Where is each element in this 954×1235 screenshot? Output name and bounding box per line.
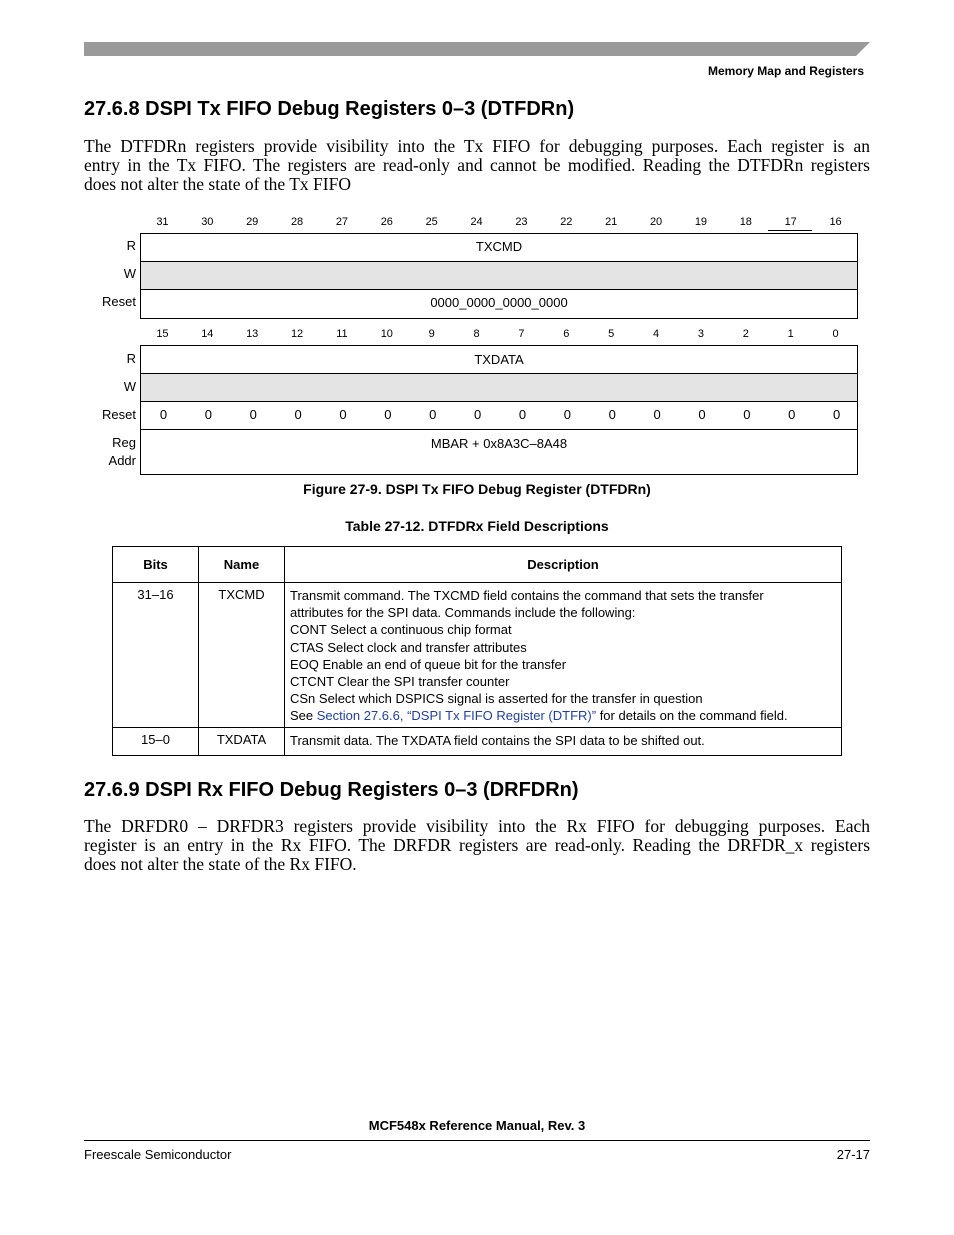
row-label-w: W [123, 266, 136, 281]
footer-rule [84, 1140, 870, 1141]
reset-bit-value: 0 [832, 407, 841, 422]
bit-number: 21 [605, 216, 618, 228]
upper-read-row [141, 234, 857, 262]
cell-bits: 31–16 [113, 583, 199, 728]
reset-bit-value: 0 [249, 407, 257, 422]
paragraph-line: The DRFDR0 – DRFDR3 registers provide visibility into the Rx FIFO for debugging purposes. Each [84, 816, 870, 836]
paragraph-line: register is an entry in the Rx FIFO. The DRFDR registers are read-only. Reading the DRFDR_x registers [84, 835, 870, 855]
description-line: CONT Select a continuous chip format [290, 622, 512, 638]
cell-name: TXCMD [199, 583, 285, 728]
bit-number: 6 [563, 328, 570, 340]
bit-marker-line [768, 230, 812, 231]
header-description: Description [285, 547, 842, 583]
lower-write-row [141, 374, 857, 402]
upper-write-row [141, 262, 857, 290]
paragraph-line: entry in the Tx FIFO. The registers are read-only and cannot be modified. Reading the DTFDRn registers [84, 155, 870, 175]
paragraph-line: does not alter the state of the Tx FIFO [84, 174, 351, 194]
bit-number: 15 [156, 328, 169, 340]
section-paragraph-dtfdr [84, 137, 870, 194]
description-line [290, 707, 836, 724]
bit-number: 26 [380, 216, 393, 228]
reset-bit-value: 0 [294, 407, 302, 422]
section-title-dtfdr: 27.6.8 DSPI Tx FIFO Debug Registers 0–3 (DTFDRn) [84, 98, 575, 120]
bit-number: 1 [787, 328, 794, 340]
cell-name: TXDATA [199, 727, 285, 755]
row-label-r: R [126, 351, 136, 366]
see-prefix: See [290, 708, 317, 724]
bit-number: 14 [201, 328, 214, 340]
bit-number: 27 [335, 216, 349, 228]
row-label-r: R [126, 238, 136, 253]
reset-bit-value: 0 [339, 407, 347, 422]
bit-number: 8 [473, 328, 480, 340]
paragraph-line: The DTFDRn registers provide visibility into the Tx FIFO for debugging purposes. Each register is an [84, 136, 870, 156]
description-line: CSn Select which DSPICS signal is asserted for the transfer in question [290, 691, 703, 707]
reset-bit-value: 0 [429, 407, 437, 422]
cell-description [285, 583, 842, 728]
running-head: Memory Map and Registers [707, 64, 864, 78]
reset-bit-value: 0 [563, 407, 571, 422]
upper-reset-value: 0000_0000_0000_0000 [430, 295, 568, 310]
bit-number: 17 [784, 216, 797, 228]
section-link-dtfr[interactable]: Section 27.6.6, “DSPI Tx FIFO Register (DTFR)” [316, 708, 597, 724]
bit-number: 4 [653, 328, 660, 340]
row-label-reset: Reset [102, 294, 136, 309]
description-line: Transmit command. The TXCMD field contains the command that sets the transfer [290, 588, 764, 603]
bit-number: 10 [380, 328, 393, 340]
header-name: Name [199, 547, 285, 583]
bit-number: 30 [201, 216, 214, 228]
reset-bit-value: 0 [518, 407, 527, 422]
description-line: CTAS Select clock and transfer attributes [290, 639, 527, 655]
cell-bits: 15–0 [113, 727, 199, 755]
field-txdata: TXDATA [474, 352, 524, 367]
table-row [113, 727, 842, 755]
address-row [141, 430, 857, 474]
bit-number: 29 [246, 216, 259, 228]
bit-number: 25 [425, 216, 438, 228]
table-row [113, 583, 842, 728]
lower-read-row [141, 346, 857, 374]
header-bar [84, 42, 870, 56]
bit-number: 3 [697, 328, 704, 340]
figure-caption: Figure 27-9. DSPI Tx FIFO Debug Register (DTFDRn) [303, 481, 651, 497]
header-bits: Bits [113, 547, 199, 583]
bit-number: 22 [560, 216, 573, 228]
see-suffix: for details on the command field. [596, 708, 788, 724]
bit-number: 19 [694, 216, 708, 228]
bit-number: 23 [515, 216, 528, 228]
bit-number: 12 [290, 328, 304, 340]
description-line: attributes for the SPI data. Commands include the following: [290, 605, 636, 621]
bit-number: 24 [470, 216, 483, 228]
register-lower-box [140, 345, 858, 475]
reset-bit-value: 0 [698, 407, 706, 422]
section-title-drfdr: 27.6.9 DSPI Rx FIFO Debug Registers 0–3 (DRFDRn) [84, 779, 579, 801]
upper-bit-numbers [140, 216, 858, 230]
register-address: MBAR + 0x8A3C–8A48 [430, 436, 568, 451]
bit-number: 31 [156, 216, 169, 228]
table-caption: Table 27-12. DTFDRx Field Descriptions [345, 518, 609, 534]
lower-reset-row [141, 402, 857, 430]
bit-number: 13 [246, 328, 259, 340]
reset-bit-value: 0 [204, 407, 212, 422]
section-paragraph-drfdr [84, 817, 870, 874]
row-label-addr: Addr [108, 453, 136, 468]
bit-number: 11 [336, 328, 348, 340]
reset-bit-value: 0 [608, 407, 616, 422]
bit-number: 5 [608, 328, 615, 340]
bit-number: 0 [832, 328, 839, 340]
reset-bit-value: 0 [159, 407, 168, 422]
reset-bit-value: 0 [788, 407, 796, 422]
register-upper-box [140, 233, 858, 319]
bit-number: 7 [518, 328, 525, 340]
footer-title: MCF548x Reference Manual, Rev. 3 [368, 1118, 586, 1133]
bit-number: 20 [649, 216, 663, 228]
bit-number: 28 [290, 216, 304, 228]
bit-number: 9 [428, 328, 435, 340]
page-number: 27-17 [836, 1147, 870, 1162]
bit-number: 2 [742, 328, 749, 340]
row-label-w: W [123, 379, 136, 394]
bit-number: 18 [739, 216, 752, 228]
description-line: Transmit data. The TXDATA field contains the SPI data to be shifted out. [290, 732, 705, 748]
cell-description [285, 727, 842, 755]
reset-bit-value: 0 [473, 407, 482, 422]
description-line: EOQ Enable an end of queue bit for the transfer [290, 656, 567, 672]
reset-bit-value: 0 [743, 407, 751, 422]
reset-bit-value: 0 [653, 407, 661, 422]
table-header-row [113, 547, 842, 583]
bit-number: 16 [829, 216, 842, 228]
field-txcmd: TXCMD [475, 239, 523, 254]
row-label-reg: Reg [112, 435, 136, 450]
upper-reset-row [141, 290, 857, 318]
footer-company: Freescale Semiconductor [84, 1147, 232, 1162]
description-line: CTCNT Clear the SPI transfer counter [290, 674, 510, 690]
reset-bit-value: 0 [384, 407, 392, 422]
row-label-reset: Reset [102, 407, 136, 422]
paragraph-line: does not alter the state of the Rx FIFO. [84, 854, 357, 874]
field-description-table [112, 546, 842, 756]
lower-bit-numbers [140, 328, 858, 342]
